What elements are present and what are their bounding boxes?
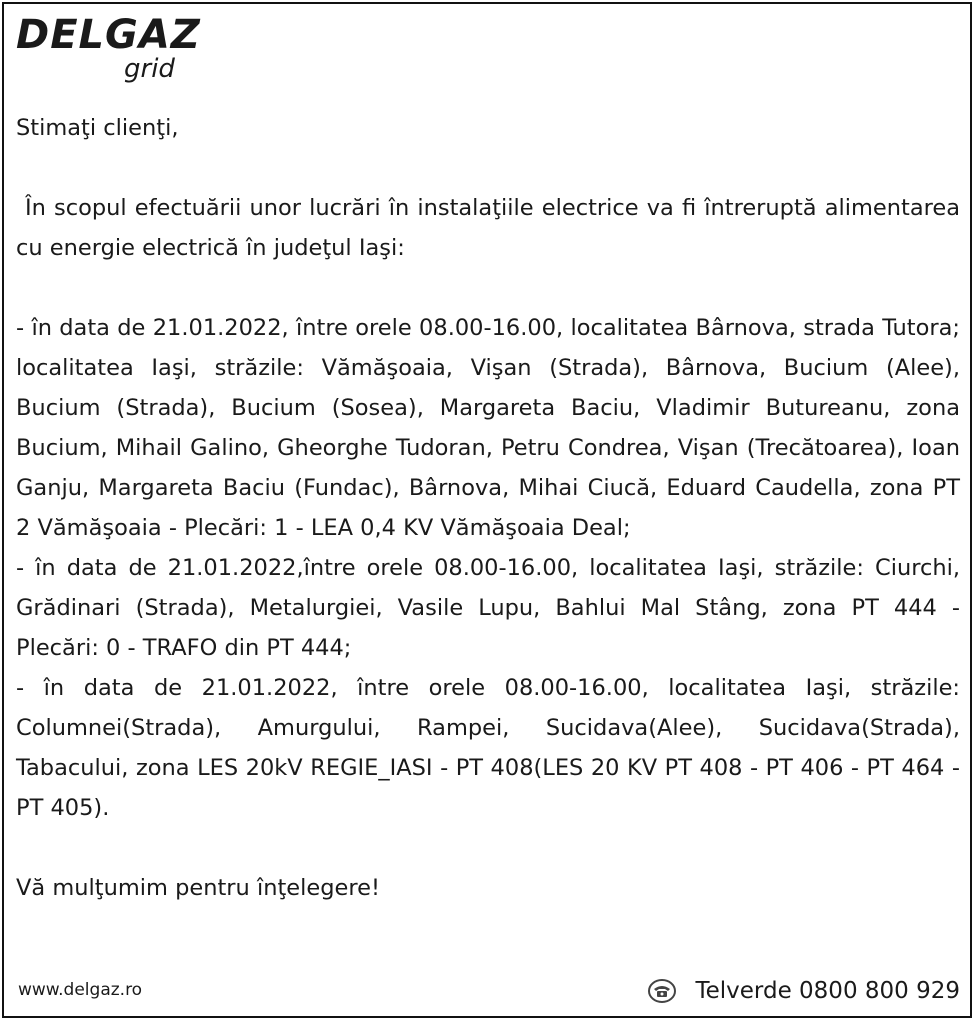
- outage-item-2: - în data de 21.01.2022,între orele 08.00-16.00, localitatea Iaşi, străzile: Ciurchi, Grădinari (Strada), Metalurgiei, Vasile Lupu, Bahlui Mal Stâng, zona PT 444 - Plecări: 0 - TRAFO din PT 444;: [16, 555, 960, 661]
- phone-contact: [647, 978, 960, 1004]
- logo-main-text: DELGAZ: [16, 12, 201, 58]
- phone-number: Telverde 0800 800 929: [695, 978, 960, 1004]
- website-link[interactable]: www.delgaz.ro: [18, 980, 143, 1000]
- notice-body: [16, 108, 960, 908]
- greeting: Stimaţi clienţi,: [16, 115, 179, 141]
- outage-item-3: - în data de 21.01.2022, între orele 08.00-16.00, localitatea Iaşi, străzile: Columnei(Strada), Amurgului, Rampei, Sucidava(Alee), Sucidava(Strada), Tabacului, zona LES 20kV REGIE_IASI - PT 408(LES 20 KV PT 408 - PT 406 - PT 464 - PT 405).: [16, 675, 960, 821]
- closing-line: Vă mulţumim pentru înţelegere!: [16, 875, 380, 901]
- outage-item-1: - în data de 21.01.2022, între orele 08.00-16.00, localitatea Bârnova, strada Tutora; localitatea Iaşi, străzile: Vămăşoaia, Vişan (Strada), Bârnova, Bucium (Alee), Bucium (Strada), Bucium (Sosea), Margareta Baciu, Vladimir Butureanu, zona Bucium, Mihail Galino, Gheorghe Tudoran, Petru Condrea, Vişan (Trecătoarea), Ioan Ganju, Margareta Baciu (Fundac), Bârnova, Mihai Ciucă, Eduard Caudella, zona PT 2 Vămăşoaia - Plecări: 1 - LEA 0,4 KV Vămăşoaia Deal;: [16, 315, 960, 541]
- logo-sub-text: grid: [124, 54, 175, 84]
- telephone-icon: [647, 978, 677, 1004]
- intro-paragraph: În scopul efectuării unor lucrări în instalaţiile electrice va fi întreruptă alimentarea cu energie electrică în judeţul Iaşi:: [16, 195, 960, 261]
- company-logo: [16, 12, 201, 84]
